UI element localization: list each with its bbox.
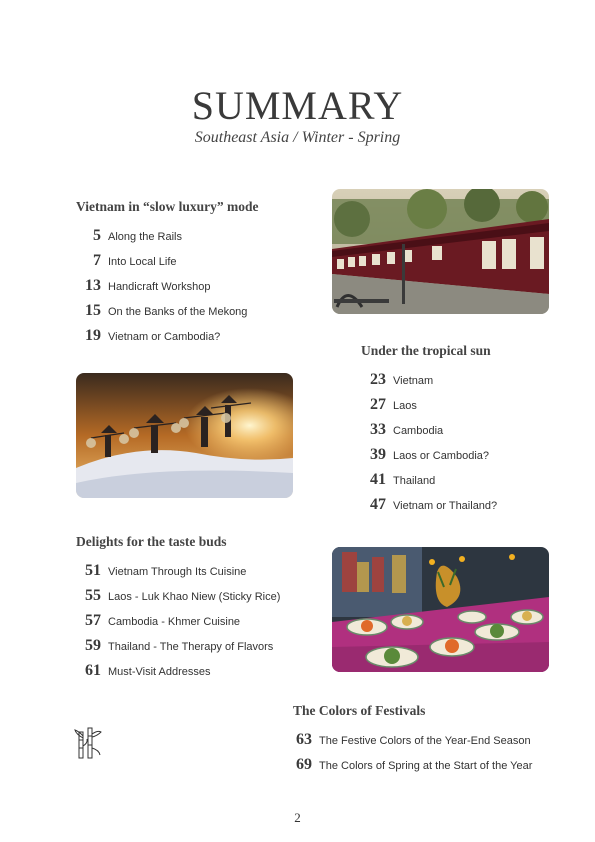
toc-item[interactable] [76,612,326,637]
section-heading: Vietnam in “slow luxury” mode [76,199,259,214]
toc-item-label: Cambodia [393,425,444,437]
toc-item[interactable] [76,587,326,612]
section-heading: Delights for the taste buds [76,534,227,549]
section-vietnam-slow-luxury [76,199,316,352]
toc-item[interactable] [76,277,316,302]
toc-item-label: Laos - Luk Khao Niew (Sticky Rice) [108,591,281,603]
toc-page-number: 15 [85,302,101,319]
toc-item-label: Thailand - The Therapy of Flavors [108,641,274,653]
train-photo [332,189,549,314]
toc-item[interactable] [293,731,573,756]
toc-item-label: Vietnam or Cambodia? [108,331,221,343]
toc-item[interactable] [361,496,581,521]
toc-item-label: On the Banks of the Mekong [108,306,248,318]
toc-item[interactable] [361,396,581,421]
toc-page-number: 55 [85,587,101,604]
toc-list [76,562,326,687]
toc-item-label: The Colors of Spring at the Start of the Year [319,760,533,772]
toc-page-number: 57 [85,612,101,629]
toc-item-label: Vietnam [393,375,434,387]
toc-page-number: 23 [370,371,386,388]
toc-page-number: 19 [85,327,101,344]
toc-item-label: Must-Visit Addresses [108,666,211,678]
toc-item[interactable] [293,756,573,781]
toc-page-number: 63 [296,731,312,748]
toc-page-number: 39 [370,446,386,463]
toc-item-label: Laos or Cambodia? [393,450,490,462]
food-table-photo [332,547,549,672]
toc-item[interactable] [76,302,316,327]
toc-item[interactable] [76,637,326,662]
toc-item-label: Into Local Life [108,256,177,268]
section-heading: Under the tropical sun [361,343,491,358]
toc-page-number: 27 [370,396,386,413]
toc-item-label: The Festive Colors of the Year-End Season [319,735,531,747]
toc-item[interactable] [361,446,581,471]
toc-item-label: Vietnam or Thailand? [393,500,498,512]
toc-item[interactable] [76,662,326,687]
toc-item[interactable] [76,562,326,587]
toc-page-number: 5 [93,227,101,244]
toc-item-label: Vietnam Through Its Cuisine [108,566,247,578]
toc-item-label: Along the Rails [108,231,182,243]
toc-page-number: 7 [93,252,101,269]
toc-item[interactable] [361,471,581,496]
salt-field-photo [76,373,293,498]
toc-list [76,227,316,352]
page-title: SUMMARY [191,83,404,128]
toc-page-number: 41 [370,471,386,488]
toc-page-number: 69 [296,756,312,773]
toc-item[interactable] [76,327,316,352]
toc-page-number: 59 [85,637,101,654]
toc-page-number: 13 [85,277,101,294]
page-subtitle: Southeast Asia / Winter - Spring [194,129,401,146]
page-number: 2 [294,810,301,825]
toc-item-label: Laos [393,400,417,412]
toc-item[interactable] [361,371,581,396]
toc-page-number: 51 [85,562,101,579]
toc-item[interactable] [76,227,316,252]
toc-item[interactable] [76,252,316,277]
toc-list [293,731,573,781]
toc-item-label: Handicraft Workshop [108,281,211,293]
toc-list [361,371,581,521]
toc-page-number: 61 [85,662,101,679]
section-under-tropical-sun [361,343,581,521]
bamboo-icon [74,726,102,760]
toc-item[interactable] [361,421,581,446]
toc-page-number: 33 [370,421,386,438]
toc-item-label: Thailand [393,475,436,487]
section-delights-taste-buds [76,534,326,687]
section-heading: The Colors of Festivals [293,703,426,718]
section-colors-of-festivals [293,703,573,781]
toc-item-label: Cambodia - Khmer Cuisine [108,616,241,628]
toc-page-number: 47 [370,496,386,513]
